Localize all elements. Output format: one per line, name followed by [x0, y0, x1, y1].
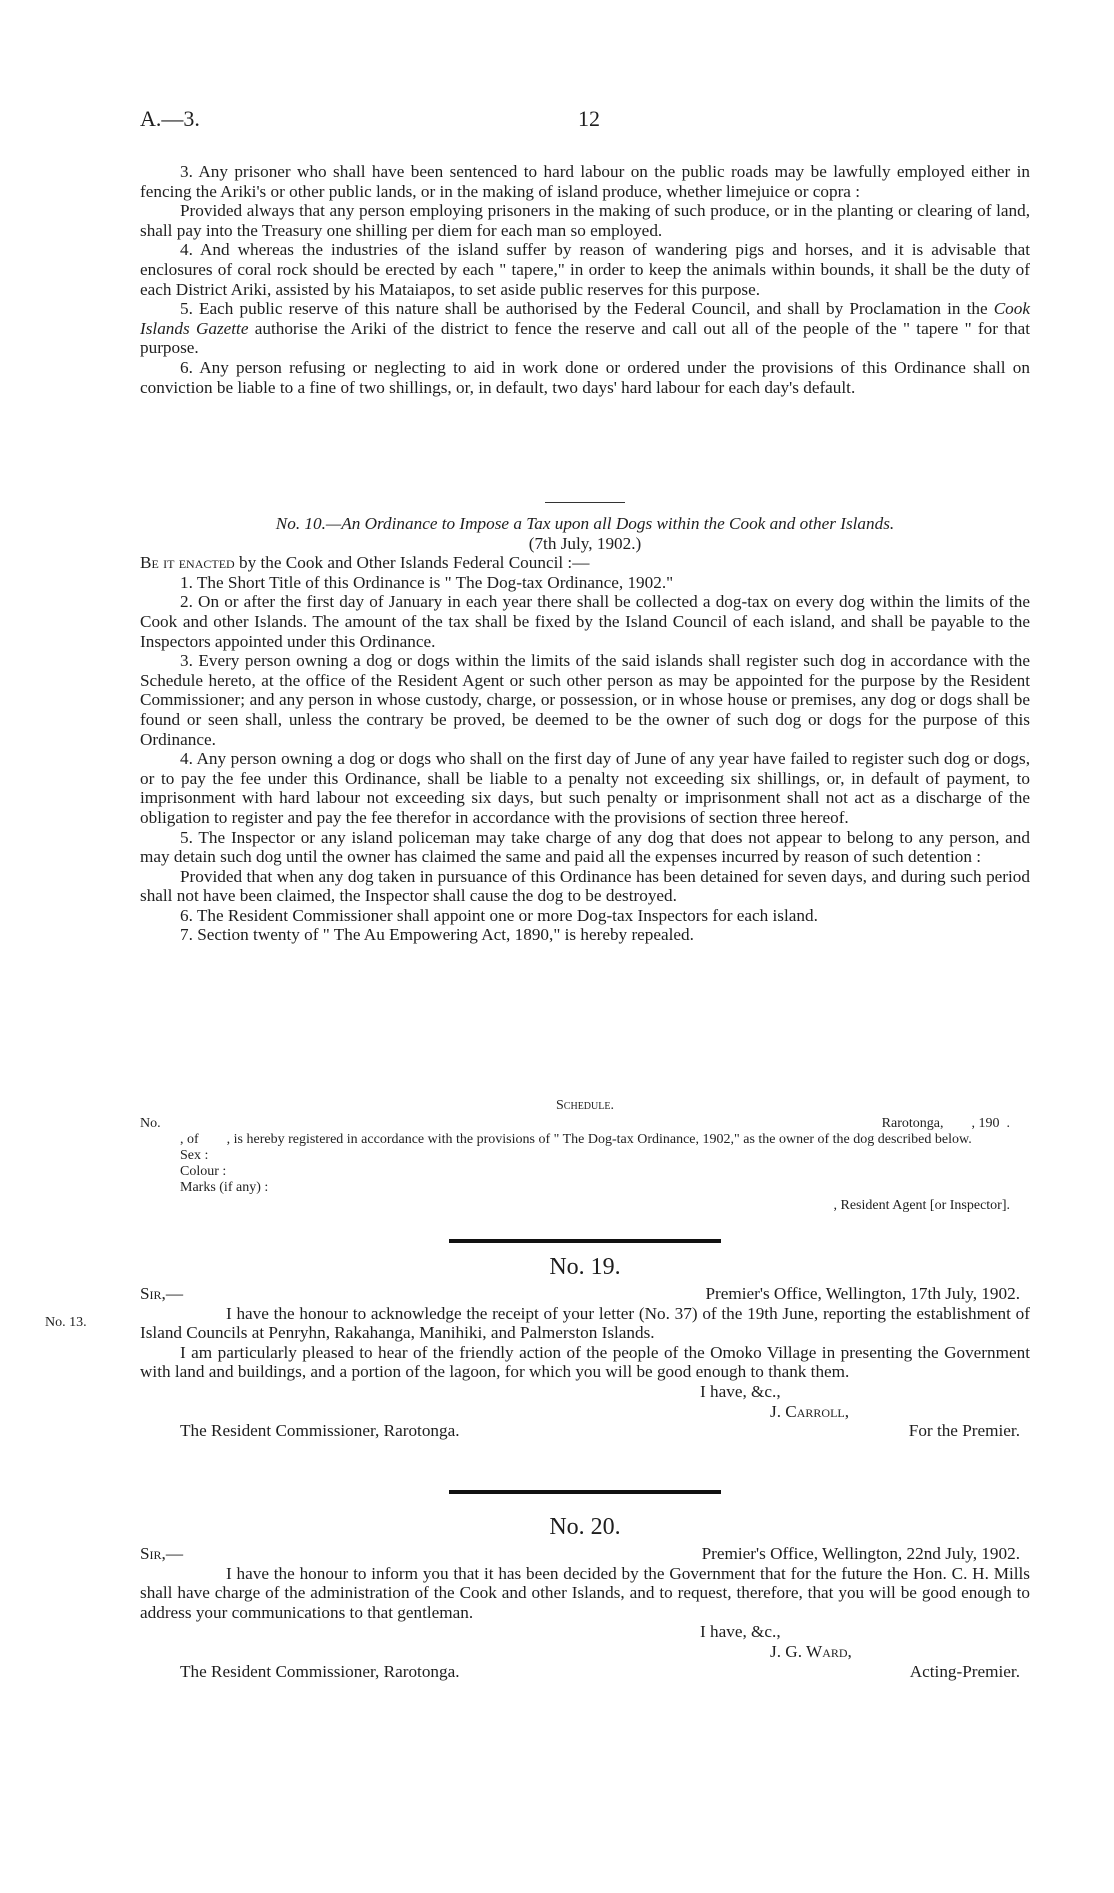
letter-19-closing: I have, &c., — [700, 1381, 781, 1401]
ordinance-title: No. 10.—An Ordinance to Impose a Tax upon all Dogs within the Cook and other Islands. — [275, 514, 895, 533]
schedule-place-date: Rarotonga, , 190 . — [881, 1116, 1010, 1131]
letter-20-addressee: The Resident Commissioner, Rarotonga. — [180, 1661, 460, 1681]
section-divider — [545, 502, 625, 503]
letter-20-place-date: Premier's Office, Wellington, 22nd July, 1902. — [701, 1544, 1020, 1563]
paragraph-3: 3. Any prisoner who shall have been sentenced to hard labour on the public roads may be lawfully employed either in fencing the Ariki's or other public lands, or in the making of island produce, whether limejuice or copra : — [140, 162, 1030, 201]
schedule-no-label: No. — [140, 1116, 161, 1131]
letter-19-addressee: The Resident Commissioner, Rarotonga. — [180, 1421, 460, 1441]
schedule-number-line — [140, 1116, 1030, 1132]
schedule-field-marks: Marks (if any) : — [180, 1180, 269, 1195]
schedule-heading: Schedule. — [556, 1098, 614, 1113]
letter-divider — [449, 1490, 721, 1494]
schedule-field-sex: Sex : — [180, 1148, 209, 1163]
ordinance-clause-4: 4. Any person owning a dog or dogs who shall on the first day of June of any year have failed to register such dog or dogs, or to pay the fee under this Ordinance, shall be liable to a penalty not exceeding six shillings, or, in default of payment, to imprisonment with hard labour not exceeding six days, but such penalty or imprisonment shall not act as a discharge of the obligation to register and pay the fee therefor in accordance with the provisions of section three hereof. — [140, 749, 1030, 827]
ordinance-clause-5: 5. The Inspector or any island policeman may take charge of any dog that does not appear to belong to any person, and may detain such dog until the owner has claimed the same and paid all the expenses incurred by reason of such detention : — [140, 827, 1030, 867]
letter-20-salutation: Sir,— — [140, 1544, 184, 1563]
schedule-registration-text: , of , is hereby registered in accordance with the provisions of " The Dog-tax Ordinance, 1902," as the owner of the dog described below. — [180, 1132, 972, 1147]
letter-no-20 — [140, 1512, 1030, 1681]
ordinance-proviso: Provided that when any dog taken in pursuance of this Ordinance has been detained for seven days, and during such period shall not have been claimed, the Inspector shall cause the dog to be destroyed. — [140, 866, 1030, 906]
ordinance-clause-1: 1. The Short Title of this Ordinance is " The Dog-tax Ordinance, 1902." — [180, 572, 674, 592]
letter-19-number: No. 19. — [549, 1254, 621, 1280]
letter-no-19 — [140, 1252, 1030, 1441]
schedule-form — [140, 1098, 1030, 1214]
letter-20-signatory: J. G. Ward, — [770, 1641, 852, 1661]
paragraph-6: 6. Any person refusing or neglecting to aid in work done or ordered under the provisions of this Ordinance shall on conviction be liable to a fine of two shillings, or, in default, two days' hard labour for each day's default. — [140, 357, 1030, 397]
schedule-field-colour: Colour : — [180, 1164, 227, 1179]
ordinance-clause-2: 2. On or after the first day of January in each year there shall be collected a dog-tax on every dog within the limits of the Cook and other Islands. The amount of the tax shall be fixed by the Island Council of each island, and shall be payable to the Inspectors appointed under this Ordinance. — [140, 592, 1030, 651]
page-number: 12 — [578, 106, 600, 131]
proviso-paragraph: Provided always that any person employing prisoners in the making of such produce, or in the planting or clearing of land, shall pay into the Treasury one shilling per diem for each man so employed. — [140, 201, 1030, 240]
letter-20-number: No. 20. — [549, 1514, 621, 1540]
letter-19-place-date: Premier's Office, Wellington, 17th July, 1902. — [705, 1284, 1020, 1303]
letter-20-paragraph-1: I have the honour to inform you that it has been decided by the Government that for the future the Hon. C. H. Mills shall have charge of the administration of the Cook and other Islands, and to request, therefore, that you will be good enough to address your communications to that gentleman. — [140, 1563, 1030, 1622]
letter-19-signatory: J. Carroll, — [770, 1401, 850, 1421]
ordinance-clause-7: 7. Section twenty of " The Au Empowering Act, 1890," is hereby repealed. — [180, 925, 694, 945]
letter-20-footer-line — [140, 1662, 1030, 1682]
report-reference: A.—3. — [140, 106, 200, 131]
letter-19-paragraph-2: I am particularly pleased to hear of the friendly action of the people of the Omoko Village in presenting the Government with land and buildings, and a portion of the lagoon, for which you will be good enough to thank them. — [140, 1342, 1030, 1382]
margin-reference: No. 13. — [45, 1315, 87, 1330]
ordinance-date: (7th July, 1902.) — [528, 533, 642, 553]
ordinance-continuation — [140, 162, 1030, 397]
letter-20-heading-line — [140, 1544, 1030, 1564]
enacting-clause: Be it enacted by the Cook and Other Islands Federal Council :— — [140, 553, 590, 573]
letter-divider — [449, 1239, 721, 1243]
dog-tax-ordinance — [140, 514, 1030, 945]
schedule-signature-line: , Resident Agent [or Inspector]. — [833, 1198, 1010, 1213]
gazette-title: Cook Islands Gazette — [140, 299, 1030, 338]
ordinance-clause-6: 6. The Resident Commissioner shall appoint one or more Dog-tax Inspectors for each island. — [180, 905, 818, 925]
letter-19-paragraph-1: I have the honour to acknowledge the receipt of your letter (No. 37) of the 19th June, reporting the establishment of Island Councils at Penryhn, Rakahanga, Manihiki, and Palmerston Islands. — [140, 1303, 1030, 1343]
letter-19-heading-line — [140, 1284, 1030, 1304]
letter-19-salutation: Sir,— — [140, 1284, 184, 1303]
letter-20-closing: I have, &c., — [700, 1622, 781, 1642]
letter-19-signatory-role: For the Premier. — [908, 1421, 1020, 1441]
letter-19-footer-line — [140, 1421, 1030, 1441]
letter-20-signatory-role: Acting-Premier. — [909, 1661, 1020, 1681]
ordinance-clause-3: 3. Every person owning a dog or dogs within the limits of the said islands shall register such dog in accordance with the Schedule hereto, at the office of the Resident Agent or such other person as may be appointed for the purpose by the Resident Commissioner; and any person in whose custody, charge, or possession, or in whose house or premises, any dog or dogs shall be found or seen shall, unless the contrary be proved, be deemed to be the owner of such dog or dogs for the purpose of this Ordinance. — [140, 651, 1030, 749]
paragraph-4: 4. And whereas the industries of the island suffer by reason of wandering pigs and horses, and it is advisable that enclosures of coral rock should be erected by each " tapere," in order to keep the animals within bounds, it shall be the duty of each District Ariki, assisted by his Mataiapos, to set aside public reserves for this purpose. — [140, 240, 1030, 299]
paragraph-5: 5. Each public reserve of this nature shall be authorised by the Federal Council, and shall by Proclamation in the Cook Islands Gazette authorise the Ariki of the district to fence the reserve and call out all of the people of the " tapere " for that purpose. — [140, 299, 1030, 358]
